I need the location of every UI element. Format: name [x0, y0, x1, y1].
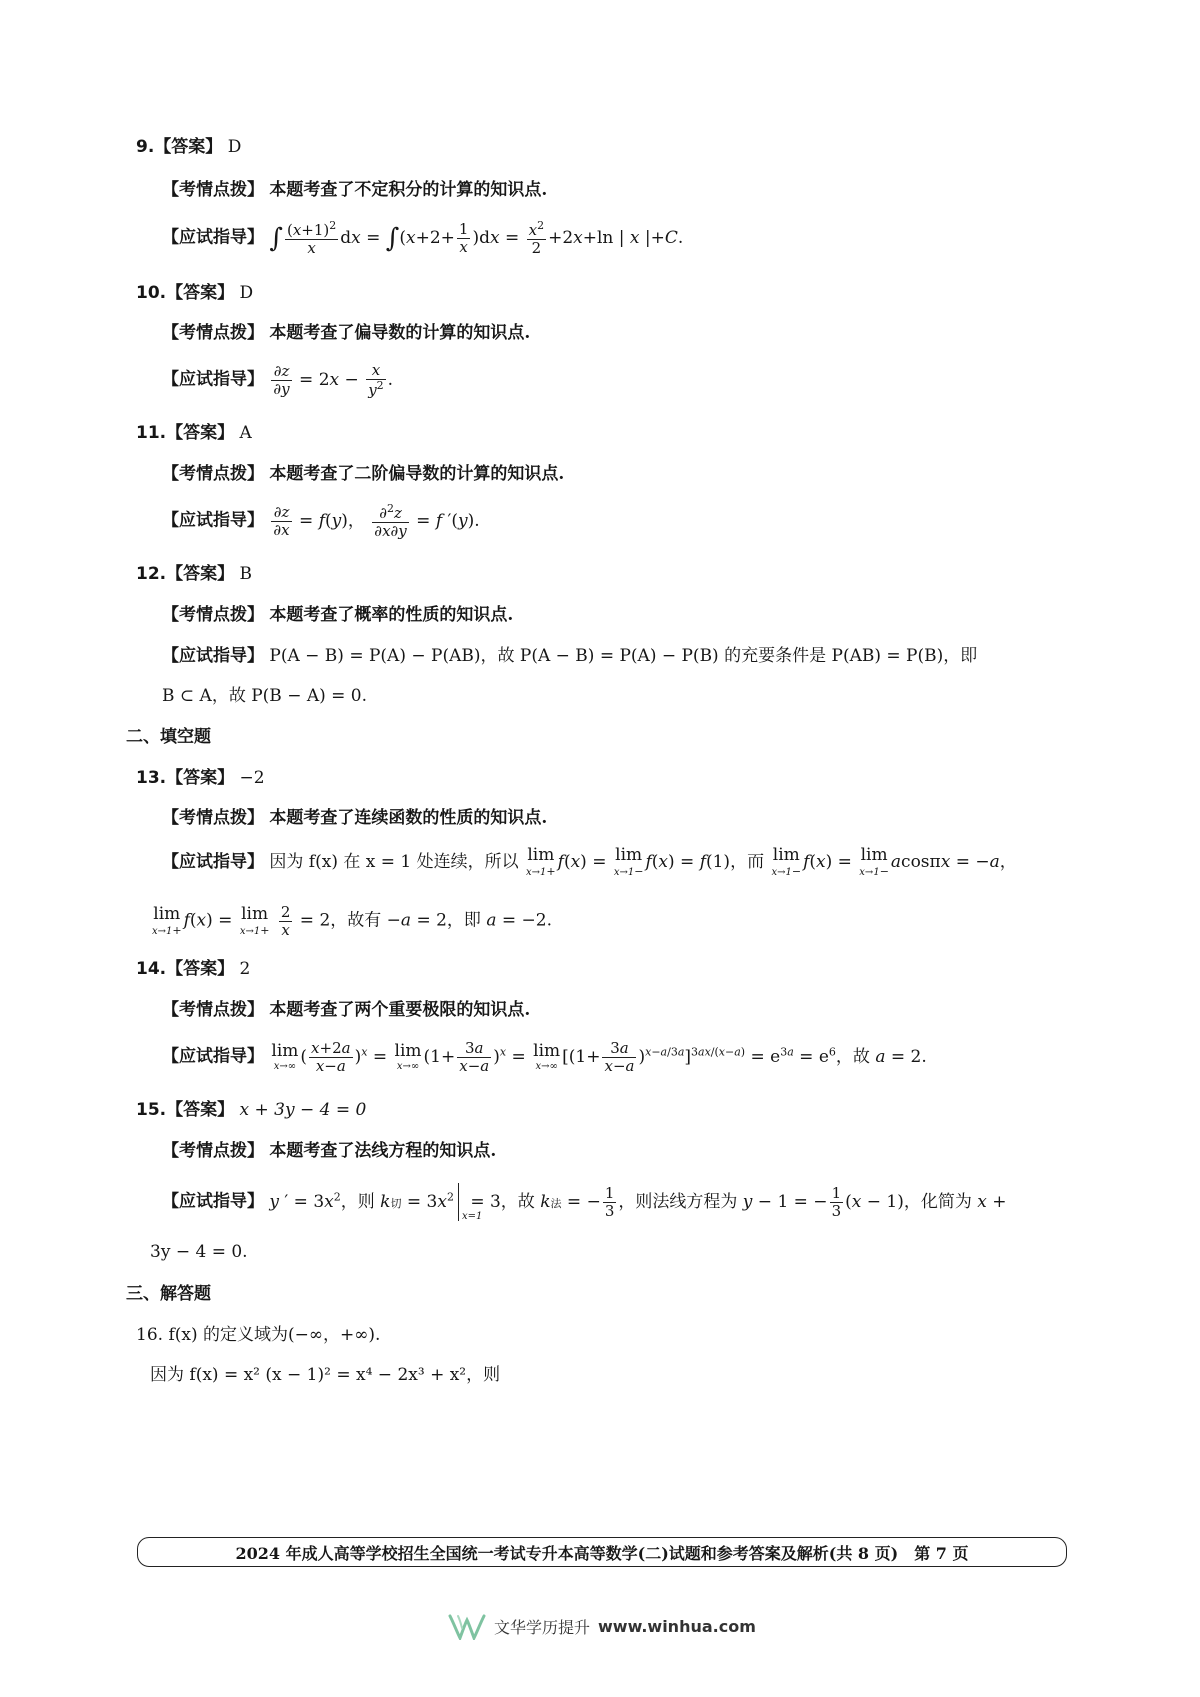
q10-insight: 【考情点拨】 本题考查了偏导数的计算的知识点. — [162, 323, 531, 343]
q12-answer: 12.【答案】 B — [136, 564, 253, 584]
watermark — [448, 1612, 756, 1640]
q11-answer: 11.【答案】 A — [136, 423, 252, 443]
winhua-logo-icon — [448, 1612, 486, 1640]
section-fill-in-title: 二、填空题 — [126, 727, 211, 747]
q11-guide: 【应试指导】 $\frac{\partial z}{\partial x}$ = f(y)， $\frac{\partial^2z}{\partial x\partial y}$ = f ′(y). — [162, 502, 480, 540]
q13-guide: 【应试指导】 因为 f(x) 在 x = 1 处连续，所以 lim x→1+ f(x) = lim x→1− f(x) = f(1)，而 lim x→1− f(x) = lim x→1− acosπx = −a， — [162, 845, 1017, 878]
q11-insight: 【考情点拨】 本题考查了二阶偏导数的计算的知识点. — [162, 464, 565, 484]
q9-guide: 【应试指导】 ∫ $\frac{(x+1)^2}{x}$ dx = ∫(x+2+ $\frac{1}{x}$ )dx = $\frac{x^2}{2}$ +2x+ln | x |+C. — [162, 219, 684, 257]
q13-formula-cont: lim x→1+ f(x) = lim x→1+ $\frac{2}{x}$ = 2，故有 −a = 2，即 a = −2. — [152, 903, 552, 939]
q14-answer: 14.【答案】 2 — [136, 959, 251, 979]
watermark-site: www.winhua.com — [598, 1616, 756, 1636]
q10-guide: 【应试指导】 $\frac{\partial z}{\partial y}$ = 2x − $\frac{x}{y^2}$ . — [162, 361, 394, 399]
q10-formula: $\frac{\partial z}{\partial y}$ = 2x − $\frac{x}{y^2}$ . — [273, 361, 394, 399]
q15-answer: 15.【答案】 x + 3y − 4 = 0 — [136, 1100, 367, 1120]
q13-answer: 13.【答案】 −2 — [136, 768, 265, 788]
q14-guide: 【应试指导】 lim x→∞ ( $\frac{x+2a}{x-a}$ )$^x$ = lim x→∞ (1+ $\frac{3a}{x-a}$ )$^x$ = lim x→∞ [(1+ $\frac{3a}{x-a}$ )$^{x-a/3a}]^{3ax/(x-a)} = e^{3a} = e^6$，故 a = 2. — [162, 1039, 927, 1075]
watermark-name: 文华学历提升 — [494, 1617, 591, 1637]
q13-insight: 【考情点拨】 本题考查了连续函数的性质的知识点. — [162, 808, 548, 828]
page-footer: 2024 年成人高等学校招生全国统一考试专升本高等数学(二)试题和参考答案及解析(共 8 页) 第 7 页 — [137, 1537, 1067, 1567]
q12-guide-cont: B ⊂ A，故 P(B − A) = 0. — [162, 686, 368, 706]
q15-guide: 【应试指导】 y ′ = $3x^2$，则 k切 = $3x^2$ x=1 = 3，故 k法 = − $\frac{1}{3}$ ，则法线方程为 y − 1 = − $\frac{1}{3}$ (x − 1)，化简为 x + — [162, 1184, 1007, 1222]
q9-answer: 9.【答案】 D — [136, 137, 242, 157]
q9-formula: ∫ $\frac{(x+1)^2}{x}$ dx = ∫(x+2+ $\frac{1}{x}$ )dx = $\frac{x^2}{2}$ +2x+ln | x |+C. — [269, 219, 684, 257]
q9-insight: 【考情点拨】 本题考查了不定积分的计算的知识点. — [162, 180, 548, 200]
q12-insight: 【考情点拨】 本题考查了概率的性质的知识点. — [162, 605, 514, 625]
q15-formula: y ′ = $3x^2$，则 k切 = $3x^2$ x=1 = 3，故 k法 = − $\frac{1}{3}$ ，则法线方程为 y − 1 = − $\frac{1}{3}$ (x − 1)，化简为 x + — [269, 1184, 1007, 1222]
q15-guide-cont: 3y − 4 = 0. — [150, 1242, 248, 1262]
q16-domain: 16. f(x) 的定义域为(−∞，+∞). — [136, 1325, 381, 1345]
q14-insight: 【考情点拨】 本题考查了两个重要极限的知识点. — [162, 1000, 531, 1020]
q10-answer: 10.【答案】 D — [136, 283, 254, 303]
section-answer-title: 三、解答题 — [126, 1284, 211, 1304]
q12-guide: 【应试指导】 P(A − B) = P(A) − P(AB)，故 P(A − B) = P(A) − P(B) 的充要条件是 P(AB) = P(B)，即 — [162, 646, 978, 666]
q16-derivation: 因为 f(x) = x² (x − 1)² = x⁴ − 2x³ + x²，则 — [150, 1365, 501, 1385]
q13-formula: lim x→1+ f(x) = lim x→1− f(x) = f(1)，而 lim x→1− f(x) = lim x→1− acosπx = −a， — [526, 845, 1017, 878]
q14-formula: lim x→∞ ( $\frac{x+2a}{x-a}$ )$^x$ = lim x→∞ (1+ $\frac{3a}{x-a}$ )$^x$ = lim x→∞ [(1+ $\frac{3a}{x-a}$ )$^{x-a/3a}]^{3ax/(x-a)} = e^{3a} = e^6$，故 a = 2. — [271, 1039, 927, 1075]
q11-formula: $\frac{\partial z}{\partial x}$ = f(y)， $\frac{\partial^2z}{\partial x\partial y}$ = f ′(y). — [273, 502, 480, 540]
q15-insight: 【考情点拨】 本题考查了法线方程的知识点. — [162, 1141, 497, 1161]
